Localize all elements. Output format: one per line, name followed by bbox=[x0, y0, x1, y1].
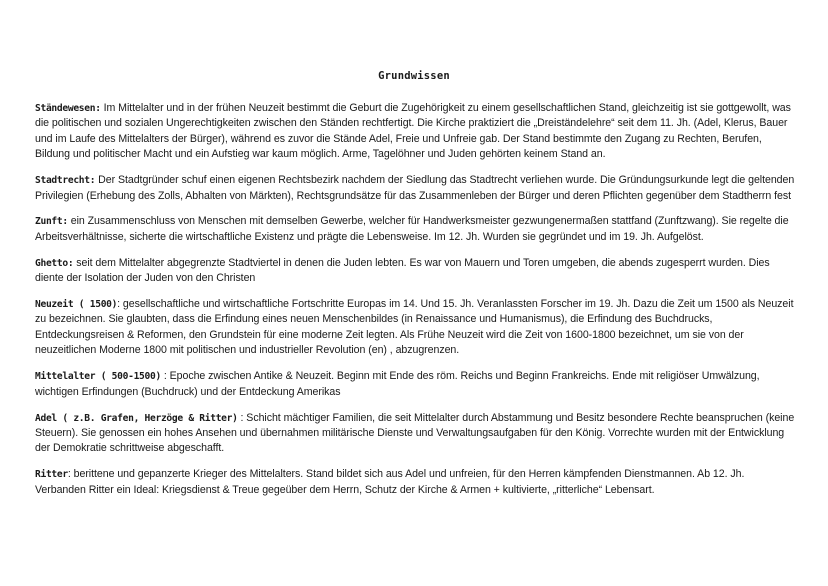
glossary-entry-zunft bbox=[35, 214, 797, 245]
glossary-list bbox=[35, 101, 797, 509]
glossary-term: Adel ( z.B. Grafen, Herzöge & Ritter) bbox=[35, 412, 238, 424]
glossary-definition: : Schicht mächtiger Familien, die seit Mittelalter durch Abstammung und Besitz besondere Rechte beanspruchen (keine Steuern). Sie genossen ein hohes Ansehen und übernahmen militärische Dienste und Verwaltungsaufgaben für den König. Vorrechte wurden mit der Entwicklung der Demokratie schrittweise abgeschafft. bbox=[35, 411, 795, 455]
glossary-definition: : Epoche zwischen Antike & Neuzeit. Beginn mit Ende des röm. Reichs und Beginn Frankreichs. Ende mit religiöser Umwälzung, wichtigen Erfindungen (Buchdruck) und der Entdeckung Amerikas bbox=[35, 370, 760, 398]
glossary-definition: ein Zusammenschluss von Menschen mit demselben Gewerbe, welcher für Handwerksmeister gezwungenermaßen stattfand (Zunftzwang). Sie regelte die Arbeitsverhältnisse, sicherte die wirtschaftliche Existenz und prägte die Lebensweise. Im 12. Jh. Wurden sie gegründet und im 19. Jh. Aufgelöst. bbox=[35, 215, 789, 243]
glossary-definition: : gesellschaftliche und wirtschaftliche Fortschritte Europas im 14. Und 15. Jh. Veranlassten Forscher im 19. Jh. Dazu die Zeit um 1500 als Neuzeit zu bezeichnen. Sie glaubten, dass die Erfindung eines neuen Menschenbildes (in Renaissance und Humanismus), die Erfindung des Buchdrucks, Entdeckungsreisen & Reformen, den Grundstein für eine moderne Zeit legten. Als Frühe Neuzeit wird die Zeit von 1600-1800 bezeichnet, um sie von der neuzeitlichen Moderne 1800 mit politischen und industrieller Revolution (en) , abzugrenzen. bbox=[35, 298, 794, 357]
glossary-term: Stadtrecht: bbox=[35, 175, 96, 187]
glossary-definition: : berittene und gepanzerte Krieger des Mittelalters. Stand bildet sich aus Adel und unfreien, für den Herren kämpfenden Dienstmannen. Ab 12. Jh. Verbanden Ritter ein Ideal: Kriegsdienst & Treue gegeüber dem Herrn, Schutz der Kirche & Armen + kultivierte, „ritterliche“ Lebensart. bbox=[35, 468, 745, 496]
glossary-term: Zunft: bbox=[35, 216, 68, 228]
glossary-definition: Der Stadtgründer schuf einen eigenen Rechtsbezirk nachdem der Siedlung das Stadtrecht verliehen wurde. Die Gründungsurkunde legt die geltenden Privilegien (Erhebung des Zolls, Abhalten von Märkten), Rechtsgrundsätze für das Zusammenleben der Bürger und deren Pflichten gegenüber dem Stadtherrn fest bbox=[35, 174, 795, 202]
glossary-entry-ritter bbox=[35, 467, 797, 498]
glossary-definition: seit dem Mittelalter abgegrenzte Stadtviertel in denen die Juden lebten. Es war von Mauern und Toren umgeben, die abends zugesperrt wurden. Dies diente der Isolation der Juden von den Christen bbox=[35, 256, 770, 285]
glossary-definition: Im Mittelalter und in der frühen Neuzeit bestimmt die Geburt die Zugehörigkeit zu einem gesellschaftlichen Stand, gleichzeitig ist sie gottgewollt, was die politischen und sozialen Ungerechtigkeiten zwischen den Ständen rechtfertigt. Die Kirche praktiziert die „Dreiständelehre“ seit dem 11. Jh. (Adel, Klerus, Bauer und im Laufe des Mittelalters der Bürger), während es zuvor die Stände Adel, Freie und Unfreie gab. Der Stand bestimmte den Zugang zu Rechten, Berufen, Bildung und politischer Macht und ein Aufstieg war kaum möglich. Arme, Tagelöhner und Juden gehörten keinem Stand an. bbox=[35, 102, 791, 161]
glossary-term: Ghetto: bbox=[35, 257, 74, 269]
glossary-entry-adel bbox=[35, 411, 797, 457]
glossary-term: Neuzeit ( 1500) bbox=[35, 299, 118, 311]
glossary-entry-stadtrecht bbox=[35, 173, 797, 204]
glossary-entry-ghetto bbox=[35, 256, 797, 287]
glossary-term: Ritter bbox=[35, 469, 68, 481]
glossary-entry-staendewesen bbox=[35, 101, 797, 163]
glossary-term: Ständewesen: bbox=[35, 103, 101, 114]
glossary-entry-neuzeit bbox=[35, 297, 797, 359]
glossary-term: Mittelalter ( 500-1500) bbox=[35, 371, 161, 383]
glossary-entry-mittelalter bbox=[35, 369, 797, 400]
page-title: Grundwissen bbox=[378, 70, 450, 82]
